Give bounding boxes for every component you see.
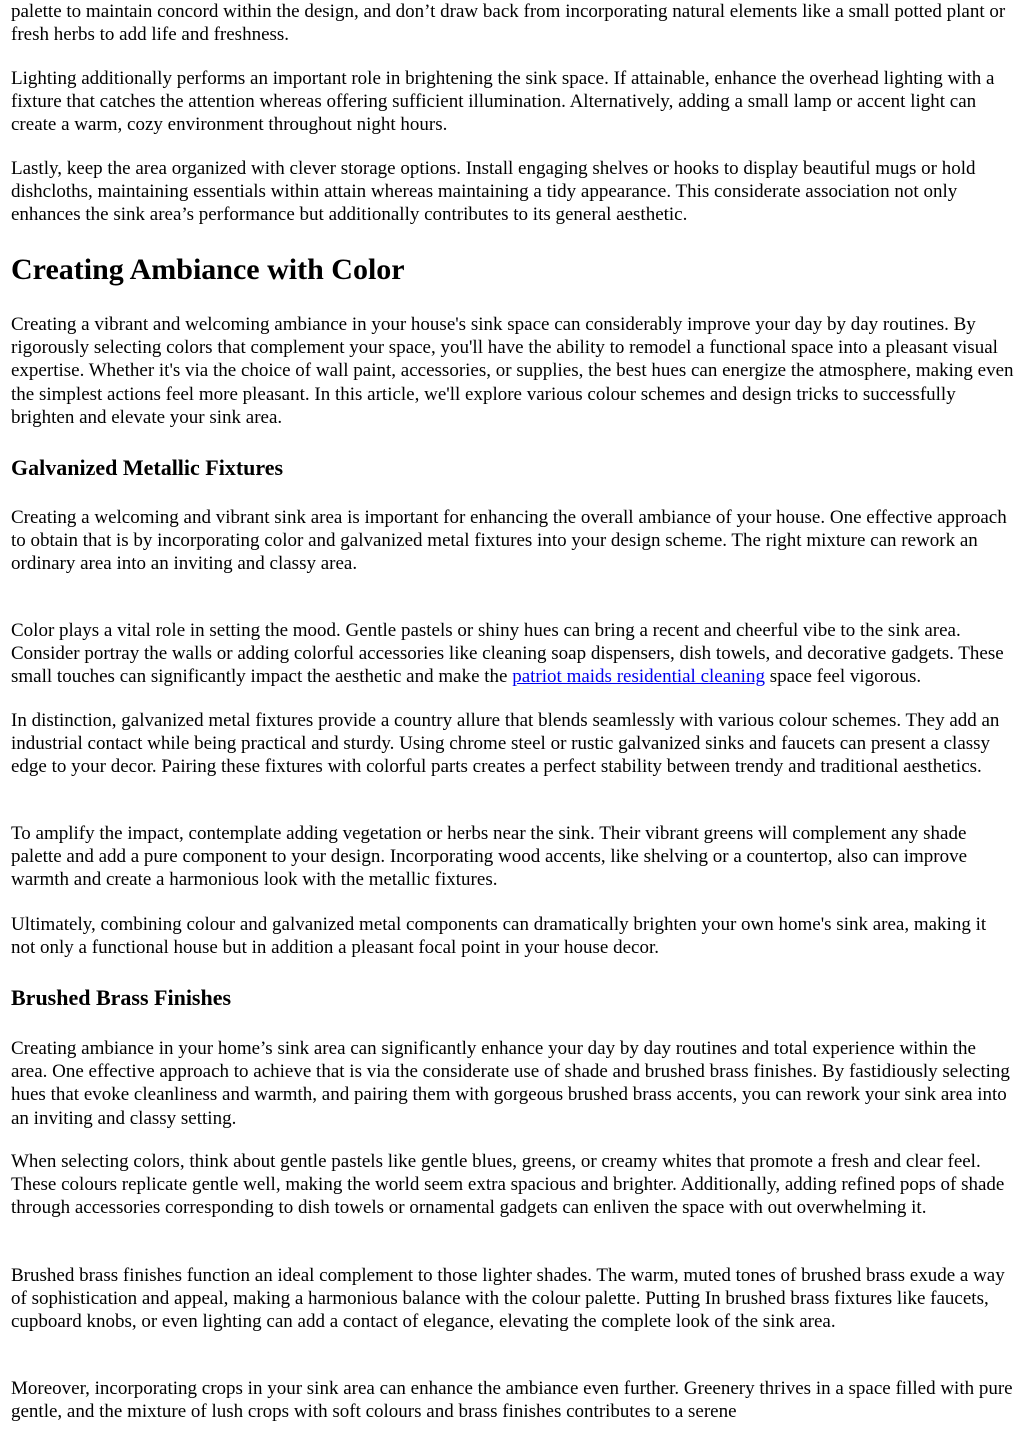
patriot-maids-link[interactable]: patriot maids residential cleaning [512,666,765,688]
paragraph-intro-2: Lighting additionally performs an important role in brightening the sink space. If attainable, enhance the overhead lighting with a fixture that catches the attention whereas offering sufficient illumination. Alternatively, adding a small lamp or accent light can create a warm, cozy environment throughout night hours. [11,68,995,136]
brass-heading: Brushed Brass Finishes [11,985,232,1010]
galvanized-paragraph-2 [11,619,1014,689]
paragraph-intro-1: palette to maintain concord within the design, and don’t draw back from incorporating natural elements like a small potted plant or fresh herbs to add life and freshness. [11,1,1006,46]
galvanized-paragraph-2-end: space feel vigorous. [764,666,922,688]
galvanized-paragraph-4: To amplify the impact, contemplate adding vegetation or herbs near the sink. Their vibrant greens will complement any shade palette and add a pure component to your design. Incorporating wood accents, like shelving or a countertop, also can improve warmth and create a harmonious look with the metallic fixtures. [11,823,968,891]
galvanized-heading: Galvanized Metallic Fixtures [11,455,284,480]
brass-paragraph-1: Creating ambiance in your home’s sink area can significantly enhance your day by day routines and total experience within the area. One effective approach to achieve that is via the considerate use of shade and brushed brass finishes. By fastidiously selecting hues that evoke cleanliness and warmth, and pairing them with gorgeous brushed brass accents, you can rework your sink area into an inviting and classy setting. [11,1038,1010,1129]
galvanized-paragraph-5: Ultimately, combining colour and galvanized metal components can dramatically brighten your own home's sink area, making it not only a functional house but in addition a pleasant focal point in your house decor. [11,914,987,959]
galvanized-paragraph-1: Creating a welcoming and vibrant sink area is important for enhancing the overall ambiance of your house. One effective approach to obtain that is by incorporating color and galvanized metal fixtures into your design scheme. The right mixture can rework an ordinary area into an inviting and classy area. [11,507,1007,575]
paragraph-section-intro: Creating a vibrant and welcoming ambiance in your house's sink space can considerably improve your day by day routines. By rigorously selecting colors that complement your space, you'll have the ability to remodel a functional space into a pleasant visual expertise. Whether it's via the choice of wall paint, accessories, or supplies, the best hues can energize the atmosphere, making even the simplest actions feel more pleasant. In this article, we'll explore various colour schemes and design tricks to successfully brighten and elevate your sink area. [11,314,1014,428]
paragraph-intro-3: Lastly, keep the area organized with clever storage options. Install engaging shelves or hooks to display beautiful mugs or hold dishcloths, maintaining essentials within attain whereas maintaining a tidy appearance. This considerate association not only enhances the sink area’s performance but additionally contributes to its general aesthetic. [11,158,976,226]
brass-paragraph-3: Brushed brass finishes function an ideal complement to those lighter shades. The warm, muted tones of brushed brass exude a way of sophistication and appeal, making a harmonious balance with the colour palette. Putting In brushed brass fixtures like faucets, cupboard knobs, or even lighting can add a contact of elegance, elevating the complete look of the sink area. [11,1265,1005,1333]
section-heading: Creating Ambiance with Color [11,253,405,286]
galvanized-paragraph-3: In distinction, galvanized metal fixtures provide a country allure that blends seamlessly with various colour schemes. They add an industrial contact while being practical and sturdy. Using chrome steel or rustic galvanized sinks and faucets can present a classy edge to your decor. Pairing these fixtures with colorful parts creates a perfect stability between trendy and traditional aesthetics. [11,710,1000,778]
brass-paragraph-2: When selecting colors, think about gentle pastels like gentle blues, greens, or creamy whites that promote a fresh and clear feel. These colours replicate gentle well, making the world seem extra spacious and brighter. Additionally, adding refined pops of shade through accessories corresponding to dish towels or ornamental gadgets can enliven the space with out overwhelming it. [11,1151,1005,1219]
brass-paragraph-4: Moreover, incorporating crops in your sink area can enhance the ambiance even further. Greenery thrives in a space filled with pure gentle, and the mixture of lush crops with soft colours and brass finishes contributes to a serene [11,1378,1013,1423]
galvanized-paragraph-2-start: Color plays a vital role in setting the mood. Gentle pastels or shiny hues can bring a recent and cheerful vibe to the sink area. Consider portray the walls or adding colorful accessories like cleaning soap dispensers, dish towels, and decorative gadgets. These small touches can significantly impact the aesthetic and make the [11,620,1004,688]
